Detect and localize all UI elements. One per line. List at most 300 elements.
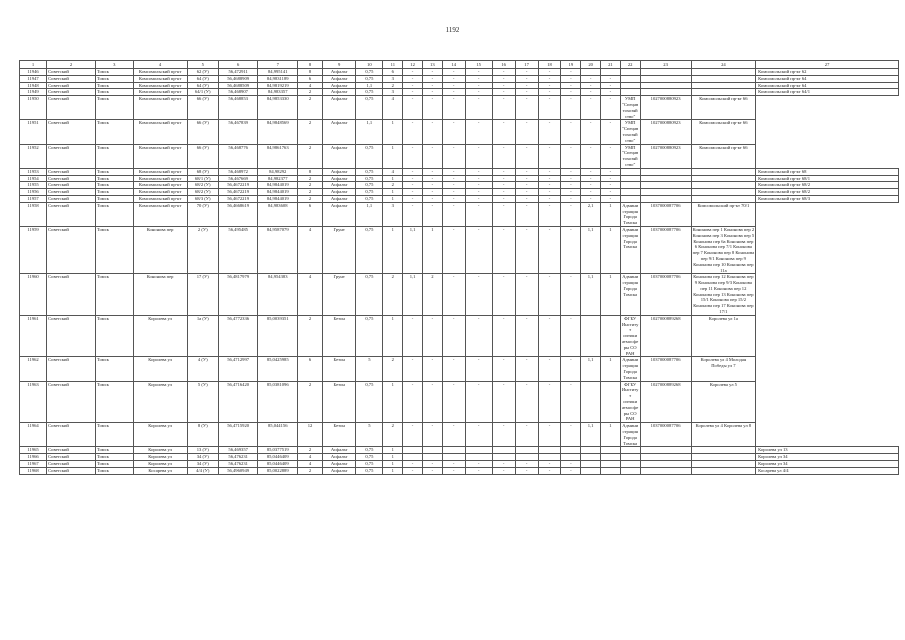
table-row <box>20 454 899 461</box>
table-cell: Королева ул 34 <box>756 461 899 468</box>
table-cell: - <box>515 467 538 474</box>
table-cell: Асфальт <box>323 96 356 120</box>
table-cell: - <box>515 274 538 316</box>
table-cell: Томск <box>96 120 133 144</box>
table-cell: 0,75 <box>356 226 383 273</box>
table-cell: Советский <box>47 274 96 316</box>
table-cell: - <box>442 189 465 196</box>
table-cell: 6 <box>298 357 323 381</box>
table-cell: Томск <box>96 96 133 120</box>
table-cell: - <box>403 467 423 474</box>
table-cell: Администрация Города Томска <box>622 202 639 226</box>
table-cell: - <box>538 89 561 96</box>
table-cell <box>620 89 640 96</box>
column-header: 18 <box>538 61 561 69</box>
table-cell: - <box>492 175 515 182</box>
table-cell: - <box>561 89 581 96</box>
table-cell: - <box>403 202 423 226</box>
table-cell: - <box>403 315 423 357</box>
table-cell: - <box>601 82 621 89</box>
table-cell: 6 <box>298 75 323 82</box>
table-cell <box>691 75 756 82</box>
table-cell <box>403 447 423 454</box>
table-cell <box>640 195 691 202</box>
table-cell: - <box>442 195 465 202</box>
column-header: 21 <box>601 61 621 69</box>
table-cell: 1 <box>422 226 442 273</box>
table-cell: 8 <box>298 69 323 76</box>
table-cell: 1,1 <box>581 226 601 273</box>
table-cell: 66 (У) <box>187 120 218 144</box>
table-cell: - <box>581 75 601 82</box>
table-cell: 56,476231 <box>218 454 258 461</box>
table-cell: Томск <box>96 274 133 316</box>
table-cell: - <box>403 120 423 144</box>
table-cell: 4 <box>298 454 323 461</box>
table-cell: - <box>422 423 442 447</box>
column-header: 9 <box>323 61 356 69</box>
table-cell <box>581 381 601 423</box>
table-cell: Советский <box>47 467 96 474</box>
table-cell: - <box>538 381 561 423</box>
table-cell: Советский <box>47 315 96 357</box>
table-cell: - <box>442 120 465 144</box>
table-cell: 11968 <box>20 467 47 474</box>
table-cell: Томск <box>96 447 133 454</box>
table-cell: Комсомольский пр-кт 66 <box>691 144 756 168</box>
table-cell <box>640 82 691 89</box>
column-header: 19 <box>561 61 581 69</box>
table-cell: 85,0377519 <box>258 447 298 454</box>
table-cell: 56,4817979 <box>218 274 258 316</box>
table-cell: Комсомольский пр-кт 68/2 <box>756 189 899 196</box>
table-cell: 2 <box>298 182 323 189</box>
table-cell: - <box>581 144 601 168</box>
table-cell: Комсомольский пр-кт 70/1 <box>691 202 756 226</box>
table-cell: 11947 <box>20 75 47 82</box>
table-cell: Советский <box>47 89 96 96</box>
table-cell: 84,983608 <box>258 202 298 226</box>
table-cell <box>640 69 691 76</box>
table-cell <box>620 168 640 175</box>
table-cell: 85,0039351 <box>258 315 298 357</box>
table-cell: - <box>442 168 465 175</box>
table-cell <box>640 175 691 182</box>
table-cell: 84,9819219 <box>258 82 298 89</box>
table-cell: Бетон <box>323 315 356 357</box>
table-cell: 68/2 (У) <box>187 182 218 189</box>
table-cell <box>601 381 621 423</box>
table-cell: - <box>601 120 621 144</box>
table-cell: 56,4672219 <box>218 195 258 202</box>
table-cell: 6 <box>298 202 323 226</box>
table-cell: - <box>465 195 492 202</box>
table-cell: 1037000087706 <box>640 357 691 381</box>
table-cell: - <box>422 96 442 120</box>
table-cell: - <box>442 423 465 447</box>
table-cell: - <box>442 69 465 76</box>
table-cell: 1,1 <box>356 82 383 89</box>
table-cell: 1 <box>601 202 621 226</box>
table-cell: 1027000889268 <box>640 381 691 423</box>
table-cell: 2 <box>383 423 403 447</box>
table-cell: 1,1 <box>403 226 423 273</box>
table-cell: 4 <box>298 226 323 273</box>
table-cell: - <box>601 75 621 82</box>
table-cell: 1,1 <box>581 357 601 381</box>
table-cell: УМП "Спецавтохозяйство" <box>622 144 639 167</box>
table-cell: Комсомольский пр-кт 68 <box>756 168 899 175</box>
table-cell <box>561 454 581 461</box>
table-cell: 85,044156 <box>258 423 298 447</box>
table-cell: - <box>403 175 423 182</box>
table-cell: 1 <box>383 226 403 273</box>
table-cell: Администрация Города Томска <box>620 226 640 273</box>
table-cell: Томск <box>96 82 133 89</box>
table-cell: - <box>538 467 561 474</box>
table-cell: 0,75 <box>356 315 383 357</box>
table-cell: - <box>442 89 465 96</box>
table-cell: 56,468907 <box>218 89 258 96</box>
table-row <box>20 82 899 89</box>
table-cell: - <box>492 69 515 76</box>
table-cell: - <box>515 195 538 202</box>
table-cell: Королева ул <box>133 447 187 454</box>
table-cell: 11951 <box>20 120 47 144</box>
table-cell: Томск <box>96 144 133 168</box>
table-cell <box>691 168 756 175</box>
table-cell: 11948 <box>20 82 47 89</box>
table-cell: - <box>492 274 515 316</box>
table-cell: - <box>403 195 423 202</box>
table-cell: 1 <box>601 226 621 273</box>
table-cell: 0,75 <box>356 96 383 120</box>
table-cell: - <box>601 144 621 168</box>
table-cell: - <box>422 144 442 168</box>
table-cell: 1а (У) <box>187 315 218 357</box>
table-cell: 11950 <box>20 96 47 120</box>
column-header: 13 <box>422 61 442 69</box>
table-cell: Комсомольский пр-кт <box>133 175 187 182</box>
table-cell: 68/1 (У) <box>187 175 218 182</box>
table-cell: Королева ул 1а <box>691 315 756 357</box>
table-cell: 0,75 <box>356 274 383 316</box>
table-cell: 66 (У) <box>187 96 218 120</box>
table-cell: Советский <box>47 195 96 202</box>
table-cell: 4 <box>383 96 403 120</box>
table-cell: 11965 <box>20 447 47 454</box>
table-cell: - <box>492 315 515 357</box>
table-cell: Советский <box>47 357 96 381</box>
table-cell: 5 <box>356 357 383 381</box>
table-cell: - <box>422 357 442 381</box>
table-cell: 0,75 <box>356 89 383 96</box>
table-cell: - <box>492 467 515 474</box>
table-cell <box>640 168 691 175</box>
table-cell: Томск <box>96 357 133 381</box>
table-cell: 11946 <box>20 69 47 76</box>
table-cell: Советский <box>47 189 96 196</box>
column-header: 6 <box>218 61 258 69</box>
table-cell: - <box>561 189 581 196</box>
table-cell: 11953 <box>20 168 47 175</box>
table-cell <box>581 447 601 454</box>
table-cell: 12 <box>298 423 323 447</box>
table-cell: Королева ул 5 <box>691 381 756 423</box>
table-cell: Комсомольский пр-кт 64/1 <box>756 89 899 96</box>
table-cell: 2 <box>383 357 403 381</box>
table-cell: 2 <box>298 447 323 454</box>
table-cell: - <box>422 69 442 76</box>
table-cell <box>561 447 581 454</box>
table-cell: 11962 <box>20 357 47 381</box>
register-table <box>19 60 899 475</box>
table-cell: 0,75 <box>356 381 383 423</box>
table-cell: 11966 <box>20 454 47 461</box>
table-cell: - <box>403 357 423 381</box>
table-cell: Советский <box>47 144 96 168</box>
table-cell: - <box>465 315 492 357</box>
table-cell: 0,75 <box>356 69 383 76</box>
table-body <box>20 69 899 475</box>
table-cell: 84,9853330 <box>258 96 298 120</box>
table-cell <box>691 447 756 454</box>
table-cell: 34 (У) <box>187 461 218 468</box>
table-cell <box>640 189 691 196</box>
table-cell: - <box>515 461 538 468</box>
table-cell: Комсомольский пр-кт <box>133 144 187 168</box>
table-cell: 2 <box>298 120 323 144</box>
table-cell: Комсомольский пр-кт <box>133 96 187 120</box>
table-cell <box>620 82 640 89</box>
table-cell: 6 <box>383 69 403 76</box>
table-cell: - <box>561 315 581 357</box>
table-cell: 68/3 (У) <box>187 195 218 202</box>
table-cell: 1,1 <box>403 274 423 316</box>
table-cell: Томск <box>96 189 133 196</box>
table-cell: 0,75 <box>356 461 383 468</box>
table-cell <box>691 189 756 196</box>
table-cell: - <box>515 202 538 226</box>
table-cell: УМП "Спецавтохозяйство" <box>622 96 639 119</box>
table-cell: 1 <box>383 120 403 144</box>
page-number: 1192 <box>445 26 460 34</box>
table-cell: - <box>601 189 621 196</box>
column-header: 8 <box>298 61 323 69</box>
table-cell: Грунт <box>323 274 356 316</box>
table-cell: - <box>538 120 561 144</box>
table-cell: - <box>422 202 442 226</box>
table-cell: - <box>465 423 492 447</box>
table-cell: Кононова пер <box>133 274 187 316</box>
table-cell: 1,1 <box>581 274 601 316</box>
table-cell: 56,495485 <box>218 226 258 273</box>
table-cell: - <box>515 182 538 189</box>
table-cell: - <box>515 168 538 175</box>
table-cell: 1027000880923 <box>640 144 691 168</box>
table-cell <box>538 454 561 461</box>
table-cell: Бетон <box>323 381 356 423</box>
table-cell: Грунт <box>323 226 356 273</box>
table-cell: - <box>515 175 538 182</box>
table-cell: - <box>422 168 442 175</box>
table-cell <box>691 182 756 189</box>
table-cell: Советский <box>47 447 96 454</box>
table-cell <box>640 467 691 474</box>
table-cell: 11957 <box>20 195 47 202</box>
table-cell <box>691 175 756 182</box>
table-cell: - <box>561 357 581 381</box>
table-cell: - <box>561 175 581 182</box>
table-cell: 4 (У) <box>187 357 218 381</box>
table-row <box>20 69 899 76</box>
table-cell: Асфальт <box>323 447 356 454</box>
table-cell: 8 (У) <box>187 423 218 447</box>
column-header: 22 <box>620 61 640 69</box>
table-cell: Комсомольский пр-кт <box>133 69 187 76</box>
table-cell: 34 (У) <box>187 454 218 461</box>
table-cell: - <box>422 82 442 89</box>
table-cell: - <box>515 144 538 168</box>
table-cell: Королева ул <box>133 315 187 357</box>
table-cell <box>620 461 640 468</box>
table-cell: 3 <box>383 202 403 226</box>
table-cell <box>691 467 756 474</box>
table-cell: - <box>492 168 515 175</box>
table-cell: Комсомольский пр-кт <box>133 75 187 82</box>
table-cell: - <box>492 189 515 196</box>
table-row <box>20 89 899 96</box>
table-row <box>20 381 899 423</box>
table-cell: - <box>492 195 515 202</box>
table-cell: Комсомольский пр-кт <box>133 195 187 202</box>
table-cell: Королева ул 34 <box>756 454 899 461</box>
table-cell: - <box>422 461 442 468</box>
table-cell: 1 <box>383 189 403 196</box>
table-cell <box>691 82 756 89</box>
table-cell: - <box>561 423 581 447</box>
table-cell: - <box>422 89 442 96</box>
table-cell: - <box>515 315 538 357</box>
table-cell: - <box>561 168 581 175</box>
table-cell: - <box>422 175 442 182</box>
table-cell: 1037000087706 <box>640 202 691 226</box>
table-cell: - <box>465 82 492 89</box>
table-cell <box>620 189 640 196</box>
table-cell: - <box>581 168 601 175</box>
table-cell: Кононова пер 12 Кононова пер 9 Кононова пер 9/3 Кононова пер 11 Кононова пер 12 Кононова пер 13 Кононова пер 15/1 Кононова пер 15/2 Кононова пер 17 Кононова пер 17/1 <box>691 274 756 316</box>
table-cell <box>601 454 621 461</box>
table-cell <box>620 69 640 76</box>
table-cell: Томск <box>96 315 133 357</box>
table-cell: 1 <box>383 447 403 454</box>
table-cell: 64/1 (У) <box>187 89 218 96</box>
table-cell <box>691 69 756 76</box>
table-cell: 66 (У) <box>187 144 218 168</box>
table-cell: 11955 <box>20 182 47 189</box>
table-row <box>20 175 899 182</box>
table-cell: 56,4772336 <box>218 315 258 357</box>
table-cell: 0,75 <box>356 168 383 175</box>
table-cell: - <box>538 82 561 89</box>
table-cell: 2 <box>298 89 323 96</box>
table-cell <box>465 454 492 461</box>
table-cell: Комсомольский пр-кт <box>133 168 187 175</box>
table-cell <box>620 175 640 182</box>
table-cell: 84,9861763 <box>258 144 298 168</box>
table-cell: 85,0022889 <box>258 467 298 474</box>
table-cell: 84,98292 <box>258 168 298 175</box>
table-cell: 5 <box>356 423 383 447</box>
table-cell: - <box>442 175 465 182</box>
table-row <box>20 467 899 474</box>
table-cell: Советский <box>47 423 96 447</box>
table-cell: - <box>492 89 515 96</box>
table-cell: 1 <box>383 315 403 357</box>
table-cell: Комсомольский пр-кт 62 <box>756 69 899 76</box>
table-cell <box>640 182 691 189</box>
table-cell: - <box>422 120 442 144</box>
table-cell: - <box>403 423 423 447</box>
column-header: 11 <box>383 61 403 69</box>
table-cell <box>691 454 756 461</box>
table-cell: Асфальт <box>323 144 356 168</box>
table-cell: Королева ул 4 Молодая Победы ул 7 <box>691 357 756 381</box>
table-cell <box>465 447 492 454</box>
table-cell: Томск <box>96 69 133 76</box>
table-cell: Томск <box>96 226 133 273</box>
table-cell: 0,75 <box>356 75 383 82</box>
table-cell: 1 <box>383 175 403 182</box>
table-cell: 2,1 <box>581 202 601 226</box>
table-row <box>20 182 899 189</box>
table-cell: Королева ул <box>133 423 187 447</box>
table-cell: 1,1 <box>356 202 383 226</box>
table-cell: - <box>538 168 561 175</box>
table-cell: 56,4688509 <box>218 82 258 89</box>
table-cell: - <box>515 89 538 96</box>
table-cell: Томск <box>96 182 133 189</box>
table-cell <box>640 461 691 468</box>
table-cell: - <box>442 144 465 168</box>
table-cell: - <box>465 69 492 76</box>
table-cell: - <box>403 182 423 189</box>
table-cell: - <box>442 461 465 468</box>
table-cell: 17 (У) <box>187 274 218 316</box>
column-header: 15 <box>465 61 492 69</box>
table-cell: 2 <box>383 274 403 316</box>
table-cell: - <box>465 75 492 82</box>
table-cell: Кононова пер <box>133 226 187 273</box>
table-cell <box>403 454 423 461</box>
table-cell: 2 <box>383 82 403 89</box>
table-cell: 56,469357 <box>218 447 258 454</box>
table-row <box>20 202 899 226</box>
table-cell: - <box>561 381 581 423</box>
table-cell: 11961 <box>20 315 47 357</box>
table-cell: - <box>442 467 465 474</box>
table-cell: 56,4668619 <box>218 202 258 226</box>
table-cell: 1 <box>601 357 621 381</box>
table-row <box>20 226 899 273</box>
table-cell: 85,0446409 <box>258 461 298 468</box>
table-cell: 84,9831189 <box>258 75 298 82</box>
table-cell: - <box>422 381 442 423</box>
table-cell: Асфальт <box>323 182 356 189</box>
table-cell: - <box>515 96 538 120</box>
table-cell: - <box>403 168 423 175</box>
table-cell: - <box>492 423 515 447</box>
